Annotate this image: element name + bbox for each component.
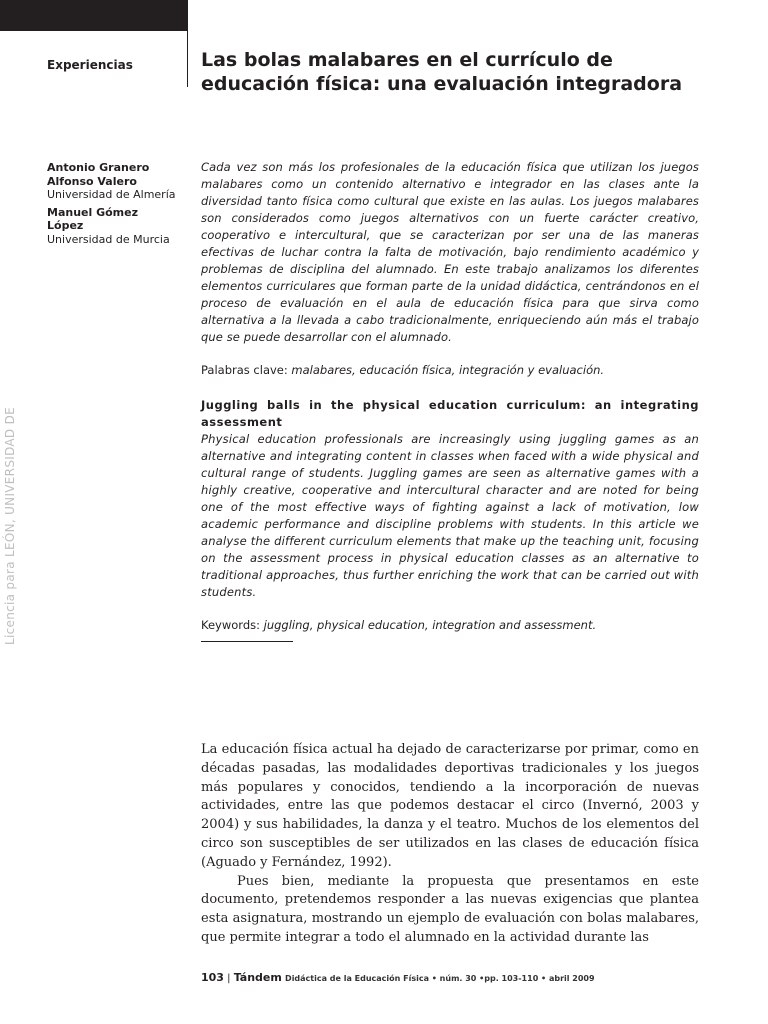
abstract-english: Physical education professionals are increasingly using juggling games as an alternative and integrating content in classes when faced with a wide physical and cultural range of students. Juggling games are seen as alternative games with a highly creative, cooperative and intercultural character and are noted for being one of the most effective ways of fighting against a lack of motivation, low academic performance and discipline problems with students. In this article we analyse the different curriculum elements that make up the teaching unit, focusing on the assessment process in physical education classes as an alternative to traditional approaches, thus further enriching the work that can be carried out with students. (201, 432, 699, 599)
author-affiliation: Universidad de Murcia (47, 232, 170, 246)
english-title: Juggling balls in the physical education curriculum: an integrating assessment (201, 398, 699, 429)
page-footer (201, 971, 595, 984)
page-number: 103 (201, 971, 224, 984)
abstract-spanish: Cada vez son más los profesionales de la educación física que utilizan los juegos malabares como un contenido alternativo e integrador en las clases ante la diversidad tanto física como cultural que existe en las aulas. Los juegos malabares son considerados como juegos alternativos con un fuerte carácter creativo, cooperativo e intercultural, que se caracterizan por ser una de las maneras efectivas de luchar contra la falta de motivación, bajo rendimiento académico y problemas de disciplina del alumnado. En este trabajo analizamos los diferentes elementos curriculares que forman parte de la unidad didáctica, centrándonos en el proceso de evaluación en el aula de educación física para que sirva como alternativa a la llevada a cabo tradicionalmente, enriqueciendo aún más el trabajo que se puede desarrollar con el alumnado. (201, 160, 699, 344)
journal-name: Tándem (233, 971, 282, 984)
author-name: López (47, 219, 84, 232)
body-paragraph: La educación física actual ha dejado de caracterizarse por primar, como en décadas pasadas, las modalidades deportivas tradicionales y los juegos más populares y conocidos, tendiendo a la incorporación de nuevas actividades, entre las que podemos destacar el circo (Invernó, 2003 y 2004) y sus habilidades, la danza y el teatro. Muchos de los elementos del circo son susceptibles de ser utilizados en las clases de educación física (Aguado y Fernández, 1992). (201, 742, 699, 870)
body-paragraph: Pues bien, mediante la propuesta que presentamos en este documento, pretendemos responder a las nuevas exigencias que plantea esta asignatura, mostrando un ejemplo de evaluación con bolas malabares, que permite integrar a todo el alumnado en la actividad durante las (201, 873, 699, 945)
license-watermark: Licencia para LEÓN, UNIVERSIDAD DE (3, 407, 17, 645)
author-group (47, 161, 187, 202)
body-text (201, 741, 699, 948)
abstract-divider (201, 641, 293, 642)
article-title: Las bolas malabares en el currículo de educación física: una evaluación integradora (201, 49, 683, 95)
keywords-spanish (201, 362, 699, 379)
header-bar (0, 0, 188, 31)
author-name: Alfonso Valero (47, 174, 137, 188)
footer-separator: | (227, 973, 231, 984)
keywords-english-value: juggling, physical education, integration and assessment. (263, 618, 597, 632)
author-name: Manuel Gómez (47, 205, 139, 219)
author-name: Antonio Granero (47, 161, 150, 174)
keywords-english (201, 617, 699, 634)
keywords-spanish-label: Palabras clave: (201, 363, 288, 377)
author-group (47, 206, 187, 247)
journal-meta: Didáctica de la Educación Física • núm. 30 •pp. 103-110 • abril 2009 (285, 974, 595, 983)
keywords-english-label: Keywords: (201, 618, 260, 632)
header-divider (187, 31, 188, 87)
keywords-spanish-value: malabares, educación física, integración y evaluación. (291, 363, 605, 377)
section-label: Experiencias (47, 58, 133, 72)
authors-block (47, 161, 187, 250)
author-affiliation: Universidad de Almería (47, 188, 176, 201)
